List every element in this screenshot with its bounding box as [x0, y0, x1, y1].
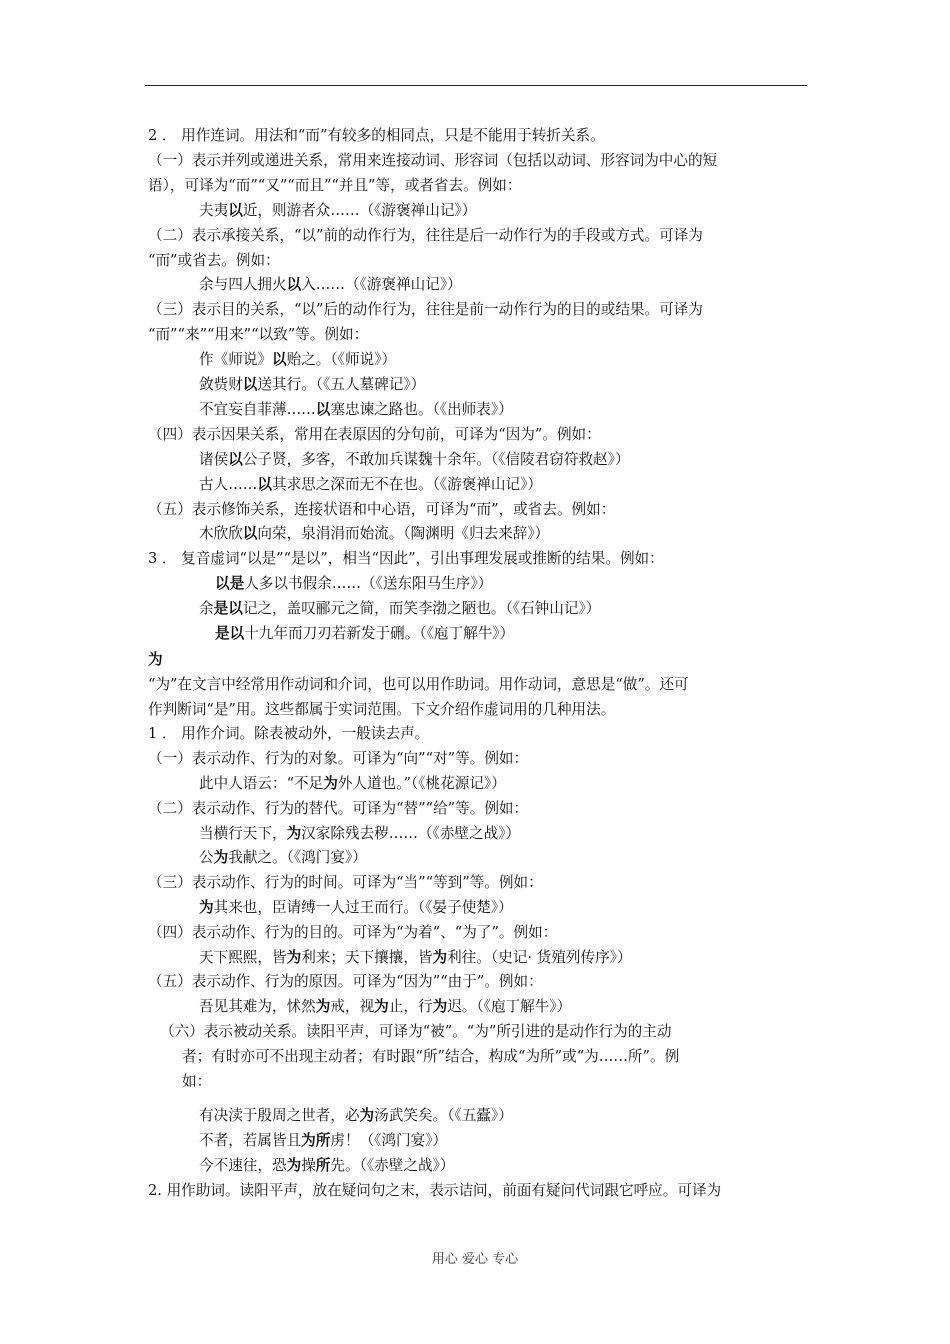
text-line: （五）表示动作、行为的原因。可译为“因为”“由于”。例如： — [148, 973, 543, 990]
text-line: 2 ． 用作连词。用法和“而”有较多的相同点，只是不能用于转折关系。 — [148, 127, 605, 144]
example-line: 夫夷以近，则游者众……（《游褒禅山记》） — [199, 202, 477, 219]
example-line: 诸侯以公子贤，多客，不敢加兵谋魏十余年。（《信陵君窃符救赵》） — [199, 451, 630, 468]
text-line: “而”“来”“用来”“以致”等。例如： — [148, 326, 369, 343]
example-line: 木欣欣以向荣，泉涓涓而始流。（陶渊明《归去来辞》） — [199, 525, 550, 542]
text-line: （四）表示因果关系，常用在表原因的分句前，可译为“因为”。例如： — [148, 426, 601, 443]
text-line: （二）表示承接关系，“以”前的动作行为，往往是后一动作行为的手段或方式。可译为 — [148, 227, 703, 244]
example-line: 不者，若属皆且为所虏！（《鸿门宴》） — [199, 1132, 448, 1149]
example-line: 今不速往，恐为操所先。（《赤壁之战》） — [199, 1157, 455, 1174]
text-line: （三）表示动作、行为的时间。可译为“当”“等到”等。例如： — [148, 874, 543, 891]
text-line: （五）表示修饰关系，连接状语和中心语，可译为“而”，或省去。例如： — [148, 501, 616, 518]
section-heading: 为 — [148, 651, 163, 668]
text-line: （四）表示动作、行为的目的。可译为“为着”、“为了”。例如： — [148, 924, 558, 941]
text-line: （二）表示动作、行为的替代。可译为“替”“给”等。例如： — [148, 800, 529, 817]
example-line: 古人……以其求思之深而无不在也。（《游褒禅山记》） — [199, 476, 542, 493]
example-line: 以是人多以书假余……（《送东阳马生序》） — [215, 575, 493, 592]
example-line: 敛赀财以送其行。（《五人墓碑记》） — [199, 376, 426, 393]
text-line: 2. 用作助词。读阳平声，放在疑问句之末，表示诘问，前面有疑问代词跟它呼应。可译为 — [148, 1182, 722, 1199]
text-line: 者；有时亦可不出现主动者；有时跟“所”结合，构成“为所”或“为……所”。例 — [182, 1048, 680, 1065]
example-line: 公为我献之。（《鸿门宴》） — [199, 849, 367, 866]
example-line: 不宜妄自菲薄……以塞忠谏之路也。（《出师表》） — [199, 401, 513, 418]
text-line: （三）表示目的关系，“以”后的动作行为，往往是前一动作行为的目的或结果。可译为 — [148, 301, 703, 318]
header-rule — [145, 85, 807, 86]
text-line: 语），可译为“而”“又”“而且”“并且”等，或者省去。例如： — [148, 177, 522, 194]
text-line: 如： — [182, 1073, 212, 1090]
example-line: 余是以记之，盖叹郦元之简，而笑李渤之陋也。（《石钟山记》） — [199, 600, 601, 617]
page-footer: 用心 爱心 专心 — [431, 1252, 519, 1267]
text-line: 3 ． 复音虚词“以是”“是以”，相当“因此”，引出事理发展或推断的结果。例如： — [148, 550, 664, 567]
example-line: 作《师说》以贻之。（《师说》） — [199, 351, 397, 368]
text-line: “而”或省去。例如： — [148, 252, 280, 269]
example-line: 是以十九年而刀刃若新发于硎。（《庖丁解牛》） — [215, 625, 515, 642]
text-line: （六）表示被动关系。读阳平声，可译为“被”。“为”所引进的是动作行为的主动 — [160, 1023, 672, 1040]
example-line: 此中人语云：“不足为外人道也。”（《桃花源记》） — [199, 775, 506, 792]
text-line: 作判断词“是”用。这些都属于实词范围。下文介绍作虚词用的几种用法。 — [148, 701, 616, 718]
example-line: 吾见其难为，怵然为戒，视为止，行为迟。（《庖丁解牛》） — [199, 998, 572, 1015]
example-line: 余与四人拥火以入……（《游褒禅山记》） — [199, 276, 462, 293]
text-line: “为”在文言中经常用作动词和介词，也可以用作助词。用作动词，意思是“做”。还可 — [148, 676, 689, 693]
text-line: （一）表示动作、行为的对象。可译为“向”“对”等。例如： — [148, 750, 529, 767]
example-line: 当横行天下，为汉家除残去秽……（《赤壁之战》） — [199, 825, 521, 842]
text-line: 1 ． 用作介词。除表被动外，一般读去声。 — [148, 725, 430, 742]
example-line: 天下熙熙，皆为利来；天下攘攘，皆为利往。（史记· 货殖列传序》） — [199, 949, 632, 966]
example-line: 有决渎于殷周之世者，必为汤武笑矣。（《五蠹》） — [199, 1107, 513, 1124]
text-line: （一）表示并列或递进关系，常用来连接动词、形容词（包括以动词、形容词为中心的短 — [148, 152, 718, 169]
example-line: 为其来也，臣请缚一人过王而行。（《晏子使楚》） — [199, 899, 513, 916]
